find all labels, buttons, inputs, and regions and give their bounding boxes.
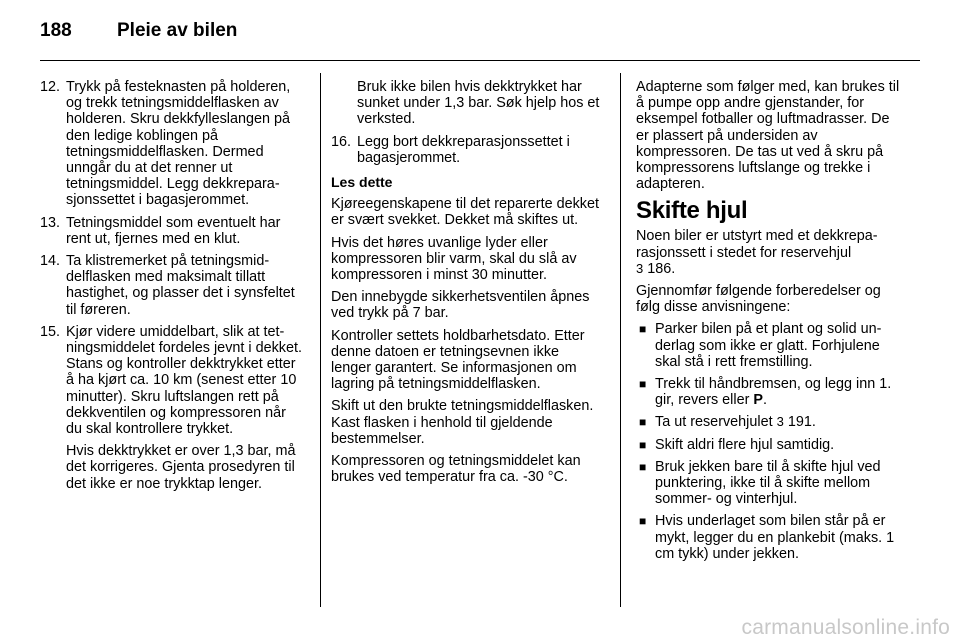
bullet-square-icon: ■ bbox=[639, 322, 647, 337]
step-15-followup: Hvis dekktrykket er over 1,3 bar, må det korrigeres. Gjenta prosedyren til det ikke er noe trykktap lenger. bbox=[66, 443, 296, 492]
note-heading: Les dette bbox=[331, 174, 393, 191]
page-header bbox=[40, 20, 920, 46]
step-14 bbox=[40, 253, 302, 318]
note-text: Kjøreegenskapene til det reparerte dekket er svært svekket. Dekket må skiftes ut. bbox=[331, 196, 599, 229]
step-15-continuation: Bruk ikke bilen hvis dekktrykket har sunket under 1,3 bar. Søk hjelp hos et verksted. bbox=[357, 79, 600, 128]
step-text: Ta klistremerket på tetningsmiddelflasken med maksimalt tillatt hastighet, og plasser det i synsfeltet til føreren. bbox=[66, 253, 295, 318]
bullet-item bbox=[636, 414, 904, 430]
step-number: 16. bbox=[331, 133, 352, 150]
step-12 bbox=[40, 79, 302, 209]
step-text: Tetningsmiddel som eventuelt har rent ut, fjernes med en klut. bbox=[66, 214, 281, 247]
note-box bbox=[331, 174, 603, 229]
bullet-square-icon: ■ bbox=[639, 459, 647, 474]
bullet-item bbox=[636, 513, 904, 562]
paragraph: Den innebygde sikkerhetsventilen åpnes ved trykk på 7 bar. bbox=[331, 289, 590, 322]
step-number: 15. bbox=[40, 323, 61, 340]
step-text: Legg bort dekkreparasjonssettet i bagasjerommet. bbox=[357, 133, 570, 166]
bullet-text: Ta ut reservehjulet bbox=[655, 414, 777, 431]
column-middle bbox=[331, 79, 603, 491]
step-15 bbox=[40, 324, 302, 437]
paragraph: Kontroller settets holdbarhetsdato. Etter denne datoen er tetningsevnen ikke lenger garantert. Se informasjonen om lagring på tetningsmiddelflasken. bbox=[331, 327, 585, 393]
paragraph: Hvis det høres uvanlige lyder eller kompressoren blir varm, skal du slå av kompressoren i minst 30 minutter. bbox=[331, 234, 577, 284]
step-16 bbox=[331, 134, 603, 166]
step-number: 14. bbox=[40, 253, 61, 270]
prep-paragraph: Gjennomfør følgende forberedelser og følg disse anvisningene: bbox=[636, 283, 881, 316]
page-ref-icon: 3 bbox=[776, 414, 784, 430]
section-intro-text: Noen biler er utstyrt med et dekkreparasjonssett i stedet for reservehjul bbox=[636, 228, 878, 261]
bullet-text: Trekk til håndbremsen, og legg inn 1. gir, revers eller bbox=[655, 376, 892, 409]
bullet-square-icon: ■ bbox=[639, 514, 647, 529]
bullet-square-icon: ■ bbox=[639, 415, 647, 430]
bullet-item bbox=[636, 376, 904, 408]
gear-p-label: P bbox=[753, 392, 763, 409]
page-title: Pleie av bilen bbox=[117, 20, 238, 41]
step-number: 12. bbox=[40, 79, 61, 95]
column-divider bbox=[320, 73, 321, 607]
bullet-text: Parker bilen på et plant og solid underlag som ikke er glatt. Forhjulene skal stå i rett fremstilling. bbox=[655, 321, 882, 370]
paragraph: Skift ut den brukte tetningsmiddelflasken. Kast flasken i henhold til gjeldende bestemmelser. bbox=[331, 398, 594, 447]
header-rule bbox=[40, 60, 920, 61]
bullet-text: Skift aldri flere hjul samtidig. bbox=[655, 436, 835, 453]
bullet-text: Hvis underlaget som bilen står på er mykt, legger du en plankebit (maks. 1 cm tykk) under jekken. bbox=[655, 513, 895, 562]
bullet-text: Bruk jekken bare til å skifte hjul ved punktering, ikke til å skifte mellom sommer- og vinterhjul. bbox=[655, 458, 881, 508]
paragraph: Kompressoren og tetningsmiddelet kan brukes ved temperatur fra ca. -30 °C. bbox=[331, 453, 581, 486]
page-number: 188 bbox=[40, 20, 72, 41]
step-text: Kjør videre umiddelbart, slik at tetningsmiddelet fordeles jevnt i dekket. Stans og kontroller dekktrykket etter å ha kjørt ca. 10 km (senest etter 10 minutter). Skru luftslangen rett på dekkventilen og kompressoren når du skal kontrollere trykket. bbox=[66, 323, 302, 438]
bullet-item bbox=[636, 437, 904, 453]
bullet-square-icon: ■ bbox=[639, 377, 647, 392]
bullet-square-icon: ■ bbox=[639, 437, 647, 452]
column-divider bbox=[620, 73, 621, 607]
adapter-paragraph: Adapterne som følger med, kan brukes til å pumpe opp andre gjenstander, for eksempel fotballer og luftmadrasser. De er plassert på undersiden av kompressoren. De tas ut ved å skru på kompressorens luftslange og trekke i adapteren. bbox=[636, 79, 900, 193]
bullet-item bbox=[636, 459, 904, 508]
section-title: Skifte hjul bbox=[636, 197, 748, 225]
column-right bbox=[636, 79, 904, 568]
watermark: carmanualsonline.info bbox=[741, 616, 950, 639]
step-text: Trykk på festeknasten på holderen, og trekk tetningsmiddelflasken av holderen. Skru dekkfylleslangen på den ledige koblingen på tetningsmiddelflasken. Dermed unngår du at det renner ut tetningsmiddel. Legg dekkreparasjonssettet i bagasjerommet. bbox=[66, 79, 291, 209]
page-ref[interactable]: 186. bbox=[647, 260, 676, 277]
column-left bbox=[40, 79, 302, 498]
section-intro bbox=[636, 228, 904, 277]
step-number: 13. bbox=[40, 214, 61, 231]
page-ref[interactable]: 191. bbox=[787, 414, 816, 431]
bullet-item bbox=[636, 321, 904, 370]
bullet-text-end: . bbox=[762, 392, 767, 409]
page-ref-icon: 3 bbox=[636, 260, 644, 276]
step-13 bbox=[40, 215, 302, 247]
